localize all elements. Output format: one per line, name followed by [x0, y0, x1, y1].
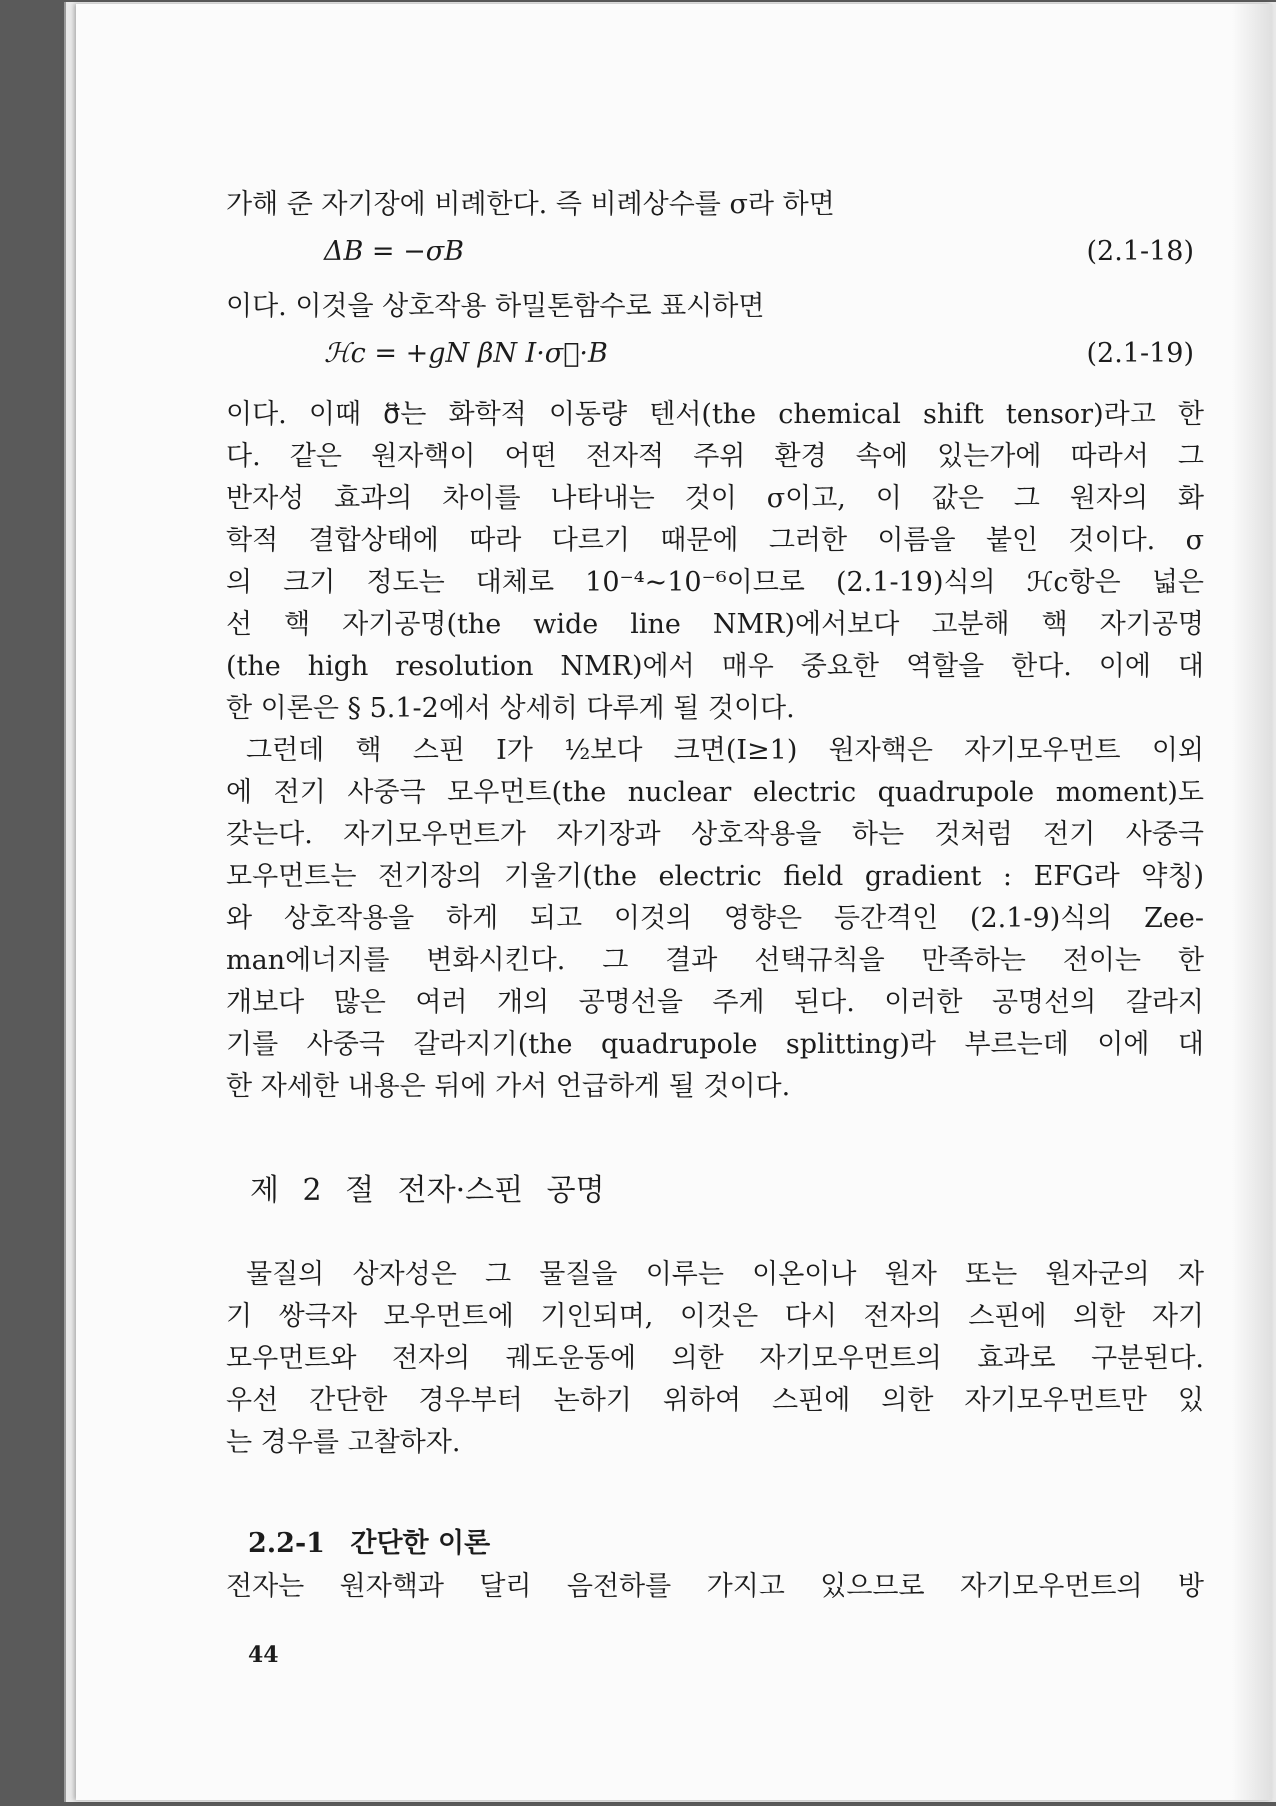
- text-line: 의 크기 정도는 대체로 10⁻⁴~10⁻⁶이므로 (2.1-19)식의 ℋc항은 넓은: [226, 567, 1204, 598]
- text-line: (the high resolution NMR)에서 매우 중요한 역할을 한다. 이에 대: [226, 651, 1204, 682]
- text-line: 모우먼트는 전기장의 기울기(the electric field gradient : EFG라 약칭): [226, 861, 1204, 892]
- subsection-number: 2.2-1: [248, 1528, 325, 1559]
- equation-body: ℋc = +gN βN I·σ⃡·B: [324, 338, 608, 369]
- subsection-title: 간단한 이론: [350, 1528, 491, 1559]
- text-line: 이다. 이때 σ⃡는 화학적 이동량 텐서(the chemical shift tensor)라고 한: [226, 399, 1204, 430]
- text-line: 반자성 효과의 차이를 나타내는 것이 σ이고, 이 값은 그 원자의 화: [226, 483, 1204, 514]
- text-line: 이다. 이것을 상호작용 하밀톤함수로 표시하면: [226, 291, 765, 322]
- text-line: man에너지를 변화시킨다. 그 결과 선택규칙을 만족하는 전이는 한: [226, 945, 1204, 976]
- text-line: 갖는다. 자기모우먼트가 자기장과 상호작용을 하는 것처럼 전기 사중극: [226, 819, 1204, 850]
- text-line: 전자는 원자핵과 달리 음전하를 가지고 있으므로 자기모우먼트의 방: [226, 1571, 1204, 1602]
- text-line: 개보다 많은 여러 개의 공명선을 주게 된다. 이러한 공명선의 갈라지: [226, 987, 1204, 1018]
- text-line: 물질의 상자성은 그 물질을 이루는 이온이나 원자 또는 원자군의 자: [246, 1259, 1204, 1290]
- text-line: 다. 같은 원자핵이 어떤 전자적 주위 환경 속에 있는가에 따라서 그: [226, 441, 1204, 472]
- subsection-heading: [248, 1522, 1204, 1566]
- text-line: 에 전기 사중극 모우먼트(the nuclear electric quadrupole moment)도: [226, 777, 1204, 808]
- page-content: [226, 184, 1204, 1608]
- section-heading: 제 2 절 전자·스핀 공명: [250, 1173, 605, 1208]
- text-line: 와 상호작용을 하게 되고 이것의 영향은 등간격인 (2.1-9)식의 Zee-: [226, 903, 1204, 934]
- text-line: 가해 준 자기장에 비례한다. 즉 비례상수를 σ라 하면: [226, 189, 835, 220]
- text-line: 한 자세한 내용은 뒤에 가서 언급하게 될 것이다.: [226, 1071, 791, 1102]
- equation-body: ΔB = −σB: [324, 236, 465, 267]
- text-line: 기 쌍극자 모우먼트에 기인되며, 이것은 다시 전자의 스핀에 의한 자기: [226, 1301, 1204, 1332]
- paragraph-chemical-shift: [226, 394, 1204, 730]
- text-line: 기를 사중극 갈라지기(the quadrupole splitting)라 부르는데 이에 대: [226, 1029, 1204, 1060]
- text-line: 선 핵 자기공명(the wide line NMR)에서보다 고분해 핵 자기공명: [226, 609, 1204, 640]
- paragraph-paramagnetism: [226, 1254, 1204, 1464]
- equation-2-1-18: [226, 226, 1204, 286]
- text-line: 그런데 핵 스핀 I가 ½보다 크면(I≥1) 원자핵은 자기모우먼트 이외: [246, 735, 1204, 766]
- equation-number: (2.1-19): [1086, 338, 1194, 369]
- text-line: 학적 결합상태에 따라 다르기 때문에 그러한 이름을 붙인 것이다. σ: [226, 525, 1204, 556]
- equation-number: (2.1-18): [1086, 236, 1194, 267]
- text-line: 모우먼트와 전자의 궤도운동에 의한 자기모우먼트의 효과로 구분된다.: [226, 1343, 1204, 1374]
- paragraph-quadrupole: [226, 730, 1204, 1108]
- text-line: 는 경우를 고찰하자.: [226, 1427, 461, 1458]
- text-line: 한 이론은 § 5.1-2에서 상세히 다루게 될 것이다.: [226, 693, 795, 724]
- text-line: 우선 간단한 경우부터 논하기 위하여 스핀에 의한 자기모우먼트만 있: [226, 1385, 1204, 1416]
- page-number: 44: [248, 1642, 279, 1668]
- equation-2-1-19: [226, 328, 1204, 388]
- page-shading: [1232, 4, 1272, 1800]
- book-page: [76, 4, 1272, 1800]
